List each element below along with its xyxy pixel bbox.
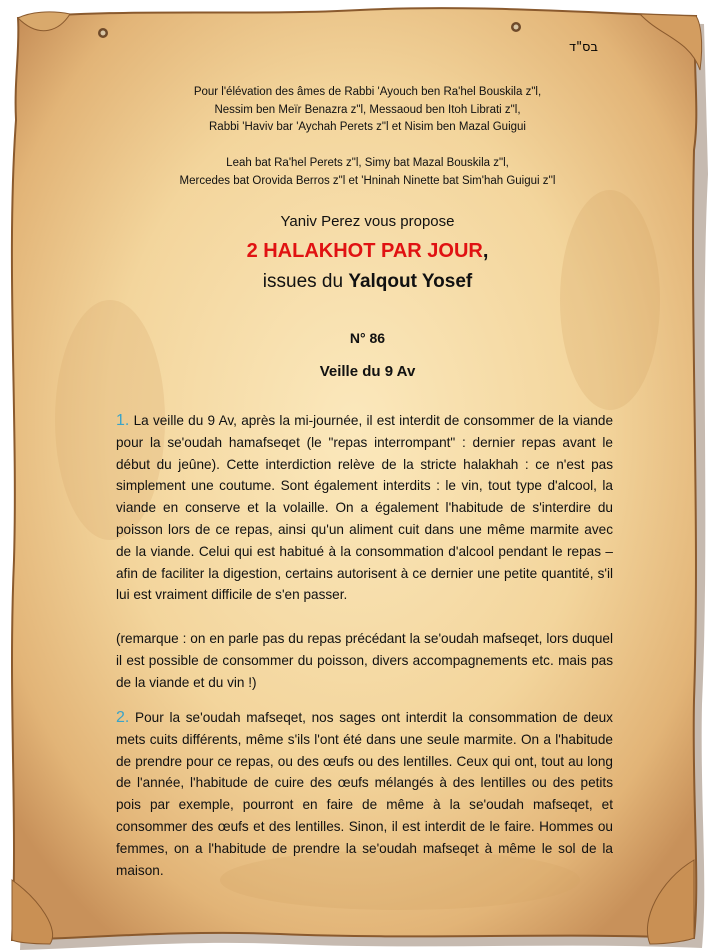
- halakha-2: [116, 707, 613, 881]
- page-subtitle: Veille du 9 Av: [319, 363, 416, 380]
- source-prefix: issues du: [262, 271, 349, 292]
- headline: [100, 240, 635, 263]
- author-line: Yaniv Perez vous propose: [280, 213, 455, 230]
- dedication-line: Rabbi 'Haviv bar 'Aychah Perets z"l et Nisim ben Mazal Guigui: [209, 121, 526, 133]
- dedication-line: Mercedes bat Orovida Berros z"l et 'Hninah Ninette bat Sim'hah Guigui z''l: [179, 174, 556, 187]
- headline-comma: ,: [482, 240, 489, 262]
- source-title: Yalqout Yosef: [348, 271, 473, 292]
- dedication-group-1: [100, 84, 635, 137]
- halakha-text: Pour la se'oudah mafseqet, nos sages ont interdit la consommation de deux mets cuits différents, même s'ils l'ont été dans une seule marmite. On a l'habitude de prendre pour ce repas, ou des œufs ou des lentilles. Ceux qui ont, tout au long de l'année, l'habitude de cuire des œufs mélangés à des lentilles ou des petits pois par exemple, pourront en faire de même à la se'oudah mafseqet, et consommer des œufs et des lentilles. Sinon, il est interdit de le faire. Hommes ou femmes, on a l'habitude de prendre la se'oudah mafseqet à même le sol de la maison.: [116, 710, 613, 878]
- bsd-mark: בס"ד: [568, 40, 598, 55]
- dedication-line: Nessim ben Meïr Benazra z"l, Messaoud ben Itoh Librati z"l,: [214, 103, 521, 116]
- halakha-number: 2.: [116, 709, 130, 726]
- dedication-line: Leah bat Ra'hel Perets z"l, Simy bat Mazal Bouskila z"l,: [226, 157, 509, 169]
- headline-text: 2 HALAKHOT PAR JOUR: [246, 240, 483, 262]
- halakha-number: 1.: [116, 412, 130, 429]
- dedication-group-2: [100, 155, 635, 190]
- dedication-line: Pour l'élévation des âmes de Rabbi 'Ayouch ben Ra'hel Bouskila z"l,: [193, 86, 542, 98]
- halakha-1-remark: (remarque : on en parle pas du repas précédant la se'oudah mafseqet, lors duquel il est possible de consommer du poisson, divers accompagnements etc. mais pas de la viande et du vin !): [116, 631, 613, 690]
- halakha-text: La veille du 9 Av, après la mi-journée, il est interdit de consommer de la viande pour la se'oudah hamafseqet (le "repas interrompant" : dernier repas avant le début du jeûne). Cette interdiction relève de la stricte halakhah : ce n'est pas simplement une coutume. Sont également interdits : le vin, tout type d'alcool, la viande en conserve et la volaille. On a également l'habitude de s'interdire du poisson lors de ce repas, ainsi qu'un aliment cuit dans une même marmite avec de la viande. Celui qui est habitué à la consommation d'alcool pendant le repas – afin de faciliter la digestion, certains autorisent à ce dernier une petite quantité, s'il lui est vraiment difficile de s'en passer.: [116, 413, 614, 603]
- halakha-1: [116, 410, 613, 606]
- source-line: [100, 271, 635, 293]
- issue-number: N° 86: [349, 330, 386, 346]
